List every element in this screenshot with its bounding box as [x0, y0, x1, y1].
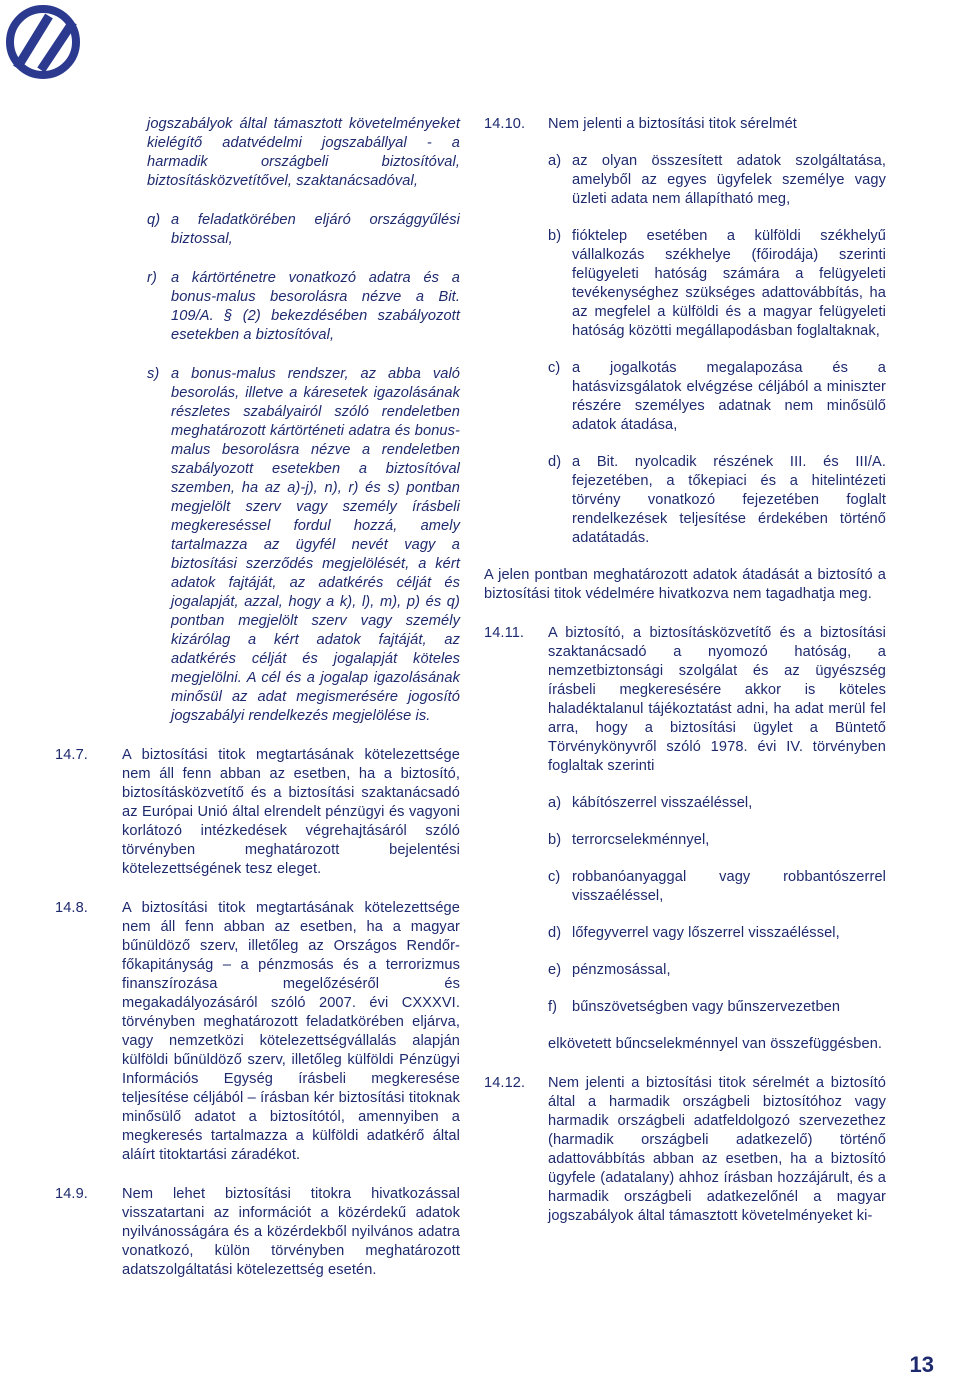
- section-number: 14.11.: [484, 625, 525, 641]
- item-text: robbanóanyaggal vagy robbantószerrel visszaéléssel,: [572, 869, 886, 904]
- item-label: r): [147, 270, 157, 286]
- list-item-e: [548, 961, 886, 980]
- section-14-10: [484, 115, 886, 134]
- item-label: d): [548, 454, 562, 470]
- item-label: e): [548, 962, 562, 978]
- item-text: a Bit. nyolcadik részének III. és III/A. fejezetében, a tőkepiaci és a hitelintézeti törvény vonatkozó fejezetében foglalt rendelkezések teljesítése érdekében történő adatátadás.: [572, 454, 886, 546]
- list-item-a: [548, 152, 886, 209]
- item-text: a kártörténetre vonatkozó adatra és a bonus-malus besorolásra nézve a Bit. 109/A. § (2) bekezdésében szabályozott esetekben a biztosítóval,: [171, 270, 460, 343]
- item-text: a jogalkotás megalapozása és a hatásvizsgálatok elvégzése céljából a miniszter részére személyes adatnak nem minősülő adatok átadása,: [572, 360, 886, 433]
- section-14-7: [55, 746, 460, 879]
- section-text: Nem jelenti a biztosítási titok sérelmét a biztosító által a harmadik országbeli biztosítóhoz vagy harmadik országbeli adatfeldolgozó szervezethez (harmadik országbeli adatkezelő) történő adattovábbítás abban az esetben, ha a biztosító ügyfele (adatalany) ahhoz írásban hozzájárult, és a harmadik országbeli adatkezelőnél a magyar jogszabályok által támasztott követelményeket ki-: [548, 1075, 886, 1224]
- item-label: q): [147, 212, 161, 228]
- list-item-d: [548, 924, 886, 943]
- list-item-q: [147, 211, 460, 249]
- item-text: bűnszövetségben vagy bűnszervezetben: [572, 999, 841, 1015]
- item-label: f): [548, 999, 558, 1015]
- item-label: a): [548, 795, 562, 811]
- list-item-r: [147, 269, 460, 345]
- item-label: d): [548, 925, 562, 941]
- section-14-9: [55, 1185, 460, 1280]
- item-text: fióktelep esetében a külföldi székhelyű vállalkozás székhelye (főirodája) szerinti felügyeleti hatóság számára a felügyeleti tevékenységhez szükséges adattovábbítás, ha az megfelel a külföldi és a magyar felügyeleti hatóság közötti megállapodásban foglaltaknak,: [572, 228, 886, 339]
- item-label: a): [548, 153, 562, 169]
- intro-text: jogszabályok által támasztott követelményeket kielégítő adatvédelmi jogszabállyal - a harmadik országbeli biztosítóval, biztosításközvetítővel, szaktanácsadóval,: [147, 116, 460, 189]
- section-14-12: [484, 1074, 886, 1226]
- section-number: 14.10.: [484, 116, 526, 132]
- item-text: lőfegyverrel vagy lőszerrel visszaéléssel,: [572, 925, 840, 941]
- item-text: az olyan összesített adatok szolgáltatása, amelyből az egyes ügyfelek személye vagy üzleti adata nem állapítható meg,: [572, 153, 886, 207]
- item-text: pénzmosással,: [572, 962, 671, 978]
- section-text: Nem jelenti a biztosítási titok sérelmét: [548, 116, 797, 132]
- section-number: 14.12.: [484, 1075, 526, 1091]
- item-label: c): [548, 360, 561, 376]
- section-14-11-after: elkövetett bűncselekménnyel van összefüggésben.: [548, 1036, 883, 1052]
- item-label: b): [548, 832, 562, 848]
- section-number: 14.9.: [55, 1186, 88, 1202]
- list-item-d: [548, 453, 886, 548]
- section-14-10-after: A jelen pontban meghatározott adatok átadását a biztosító a biztosítási titok védelmére hivatkozva nem tagadhatja meg.: [484, 567, 886, 602]
- section-text: A biztosítási titok megtartásának kötelezettsége nem áll fenn abban az esetben, ha a magyar bűnüldöző szerv, illetőleg az Országos Rendőr-főkapitányság – a pénzmosás és a terrorizmus finanszírozása megelőzéséről és megakadályozásáról szóló 2007. évi CXXXVI. törvényben meghatározott feladatkörében eljárva, vagy nemzetközi kötelezettségvállalás alapján külföldi bűnüldöző szerv, illetőleg külföldi Pénzügyi Információs Egység írásbeli megkeresése teljesítése céljából – írásban kér biztosítási titoknak minősülő adatot a biztosítótól, amennyiben a megkeresés tartalmazza a külföldi adatkérő által aláírt titoktartási záradékot.: [122, 900, 460, 1163]
- item-text: a bonus-malus rendszer, az abba való besorolás, illetve a káresetek igazolásának részletes szabályairól szóló rendeletben meghatározott kártörténeti adatra és bonus-malus besorolásra nézve a rendeletben szabályozott esetekben a biztosítóval szemben, ha az a)-j), n), r) és s) pontban megjelölt szerv vagy személy írásbeli megkereséssel fordul hozzá, amely tartalmazza az ügyfél nevét vagy a biztosítási szerződés megjelölését, a kért adatok fajtáját, az adatkérés célját és jogalapját, azzal, hogy a k), l), m), p) és q) pontban megjelölt szerv vagy személy kizárólag a kért adatok fajtáját, az adatkérés célját és jogalapját köteles megjelölni. A cél és a jogalap igazolásának minősül az adat megismerésére jogosító jogszabályi rendelkezés megjelölése is.: [171, 366, 460, 724]
- item-label: b): [548, 228, 562, 244]
- list-item-b: [548, 831, 886, 850]
- list-item-c: [548, 359, 886, 435]
- item-text: a feladatkörében eljáró országgyűlési biztossal,: [171, 212, 460, 247]
- right-column: [484, 115, 886, 1226]
- list-item-c: [548, 868, 886, 906]
- item-label: s): [147, 366, 160, 382]
- item-text: kábítószerrel visszaéléssel,: [572, 795, 753, 811]
- section-text: A biztosítási titok megtartásának kötelezettsége nem áll fenn abban az esetben, ha a biztosító, biztosításközvetítő és a biztosítási szaktanácsadó az Európai Unió által elrendelt pénzügyi és vagyoni korlátozó intézkedések végrehajtásáról szóló törvényben meghatározott bejelentési kötelezettségének tesz eleget.: [122, 747, 460, 877]
- company-logo: [5, 4, 81, 80]
- item-text: terrorcselekménnyel,: [572, 832, 710, 848]
- section-text: A biztosító, a biztosításközvetítő és a biztosítási szaktanácsadó a nyomozó hatóság, a nemzetbiztonsági szolgálat és az ügyészség írásbeli megkeresésére akkor is köteles haladéktalanul tájékoztatást adni, ha adat merül fel arra, hogy a biztosítási ügylet a Büntető Törvénykönyvről szóló 1978. évi IV. törvényben foglaltak szerinti: [548, 625, 886, 774]
- item-label: c): [548, 869, 561, 885]
- list-item-a: [548, 794, 886, 813]
- list-item-s: [147, 365, 460, 726]
- list-item-f: [548, 998, 886, 1017]
- section-number: 14.7.: [55, 747, 88, 763]
- section-14-11: [484, 624, 886, 776]
- section-text: Nem lehet biztosítási titokra hivatkozással visszatartani az információt a közérdekű adatok nyilvánosságára és a közérdekből nyilvános adatra vonatkozó, külön törvényben meghatározott adatszolgáltatási kötelezettség esetén.: [122, 1186, 460, 1278]
- section-number: 14.8.: [55, 900, 88, 916]
- left-column: [55, 115, 460, 1280]
- list-item-b: [548, 227, 886, 341]
- section-14-8: [55, 899, 460, 1165]
- page-number: 13: [909, 1352, 934, 1377]
